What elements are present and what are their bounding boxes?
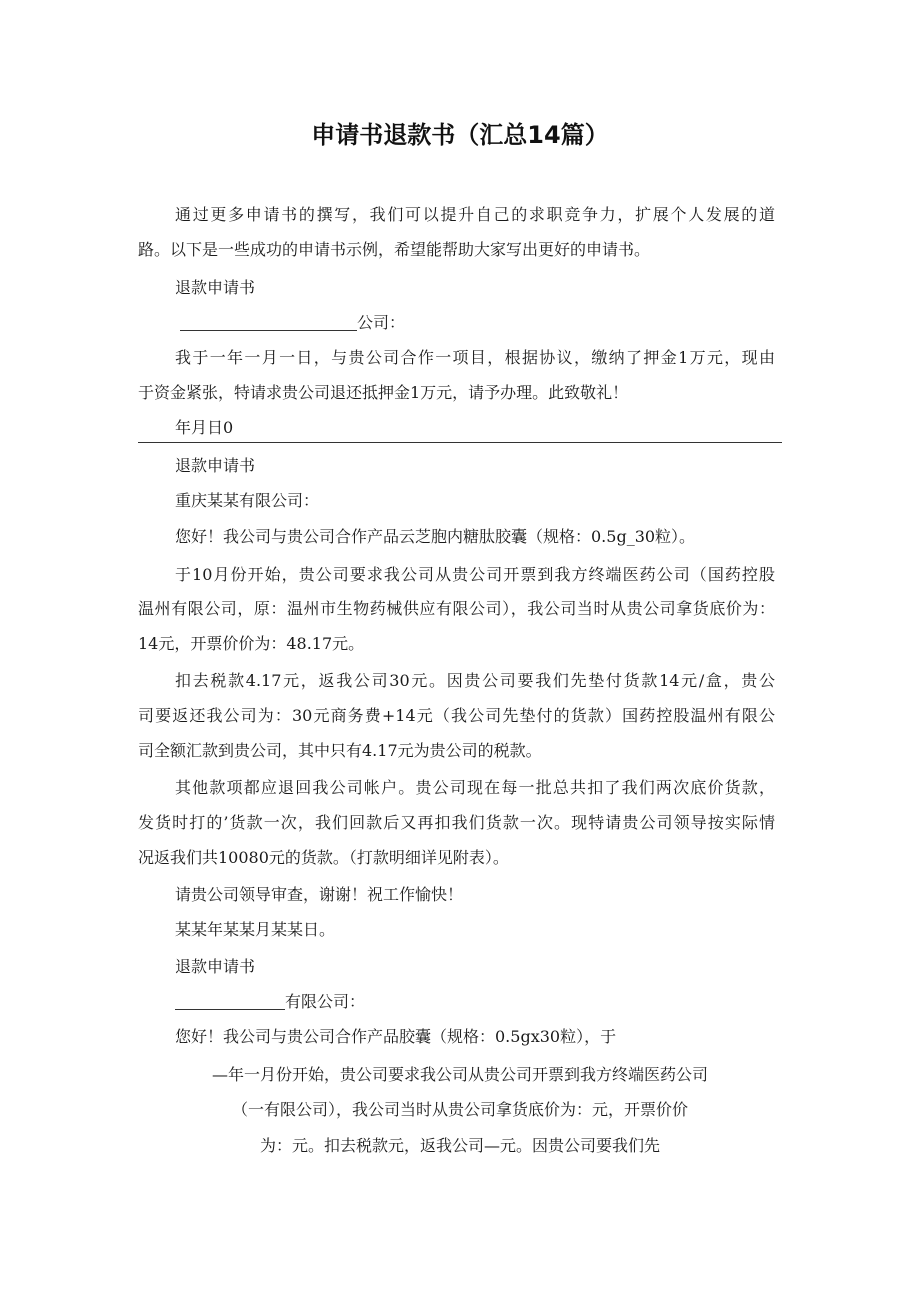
letter-body-line: 于资金紧张，特请求贵公司退还抵押金1万元，请予办理。此致敬礼！ [138, 383, 629, 402]
horizontal-divider [138, 442, 782, 443]
intro-line: 路。以下是一些成功的申请书示例，希望能帮助大家写出更好的申请书。 [138, 240, 651, 259]
letter-heading: 退款申请书 [175, 957, 256, 976]
letter-closing: 请贵公司领导审查，谢谢！祝工作愉快！ [175, 885, 464, 904]
letter-body-line: 司全额汇款到贵公司，其中只有4.17元为贵公司的税款。 [138, 741, 542, 760]
letter-body-line: 况返我们共10080元的货款。（打款明细详见附表）。 [138, 848, 509, 867]
letter-body-line: 司要返还我公司为：30元商务费+14元（我公司先垫付的货款）国药控股温州有限公 [138, 706, 775, 725]
intro-line: 通过更多申请书的撰写，我们可以提升自己的求职竞争力，扩展个人发展的道 [175, 205, 775, 224]
letter-body-line: 您好！我公司与贵公司合作产品胶囊（规格：0.5gx30粒），于 [175, 1027, 617, 1046]
letter-heading: 退款申请书 [175, 278, 256, 297]
letter-addressee: 重庆某某有限公司： [175, 491, 320, 510]
letter-body-line: 其他款项都应退回我公司帐户。贵公司现在每一批总共扣了我们两次底价货款， [175, 778, 775, 797]
addressee-suffix: 有限公司： [285, 992, 366, 1011]
letter-body-line: 我于一年一月一日，与贵公司合作一项目，根据协议，缴纳了押金1万元，现由 [175, 348, 775, 367]
letter-body-line: 温州有限公司，原：温州市生物药械供应有限公司），我公司当时从贵公司拿货底价为： [138, 599, 775, 618]
letter-date: 年月日0 [175, 418, 234, 437]
letter-body-line: 为：元。扣去税款元，返我公司—元。因贵公司要我们先 [259, 1136, 660, 1155]
addressee-blank-line [180, 312, 357, 331]
letter-heading: 退款申请书 [175, 456, 256, 475]
document-title: 申请书退款书（汇总14篇） [311, 121, 609, 149]
letter-body-line: 14元，开票价价为：48.17元。 [138, 634, 365, 653]
letter-addressee [180, 311, 775, 335]
letter-body-line: （一有限公司），我公司当时从贵公司拿货底价为：元，开票价价 [231, 1100, 688, 1119]
letter-body-line: 您好！我公司与贵公司合作产品云芝胞内糖肽胶囊（规格：0.5g_30粒）。 [175, 527, 696, 546]
letter-date: 某某年某某月某某日。 [175, 920, 336, 939]
letter-body-line: 于10月份开始，贵公司要求我公司从贵公司开票到我方终端医药公司（国药控股 [175, 565, 775, 584]
letter-body-line: 扣去税款4.17元，返我公司30元。因贵公司要我们先垫付货款14元/盒，贵公 [175, 671, 775, 690]
letter-body-line: —年一月份开始，贵公司要求我公司从贵公司开票到我方终端医药公司 [211, 1065, 708, 1084]
addressee-suffix: 公司： [357, 313, 406, 332]
letter-addressee [175, 990, 775, 1014]
addressee-blank-line [175, 991, 285, 1010]
letter-body-line: 发货时打的’货款一次，我们回款后又再扣我们货款一次。现特请贵公司领导按实际情 [138, 813, 775, 832]
